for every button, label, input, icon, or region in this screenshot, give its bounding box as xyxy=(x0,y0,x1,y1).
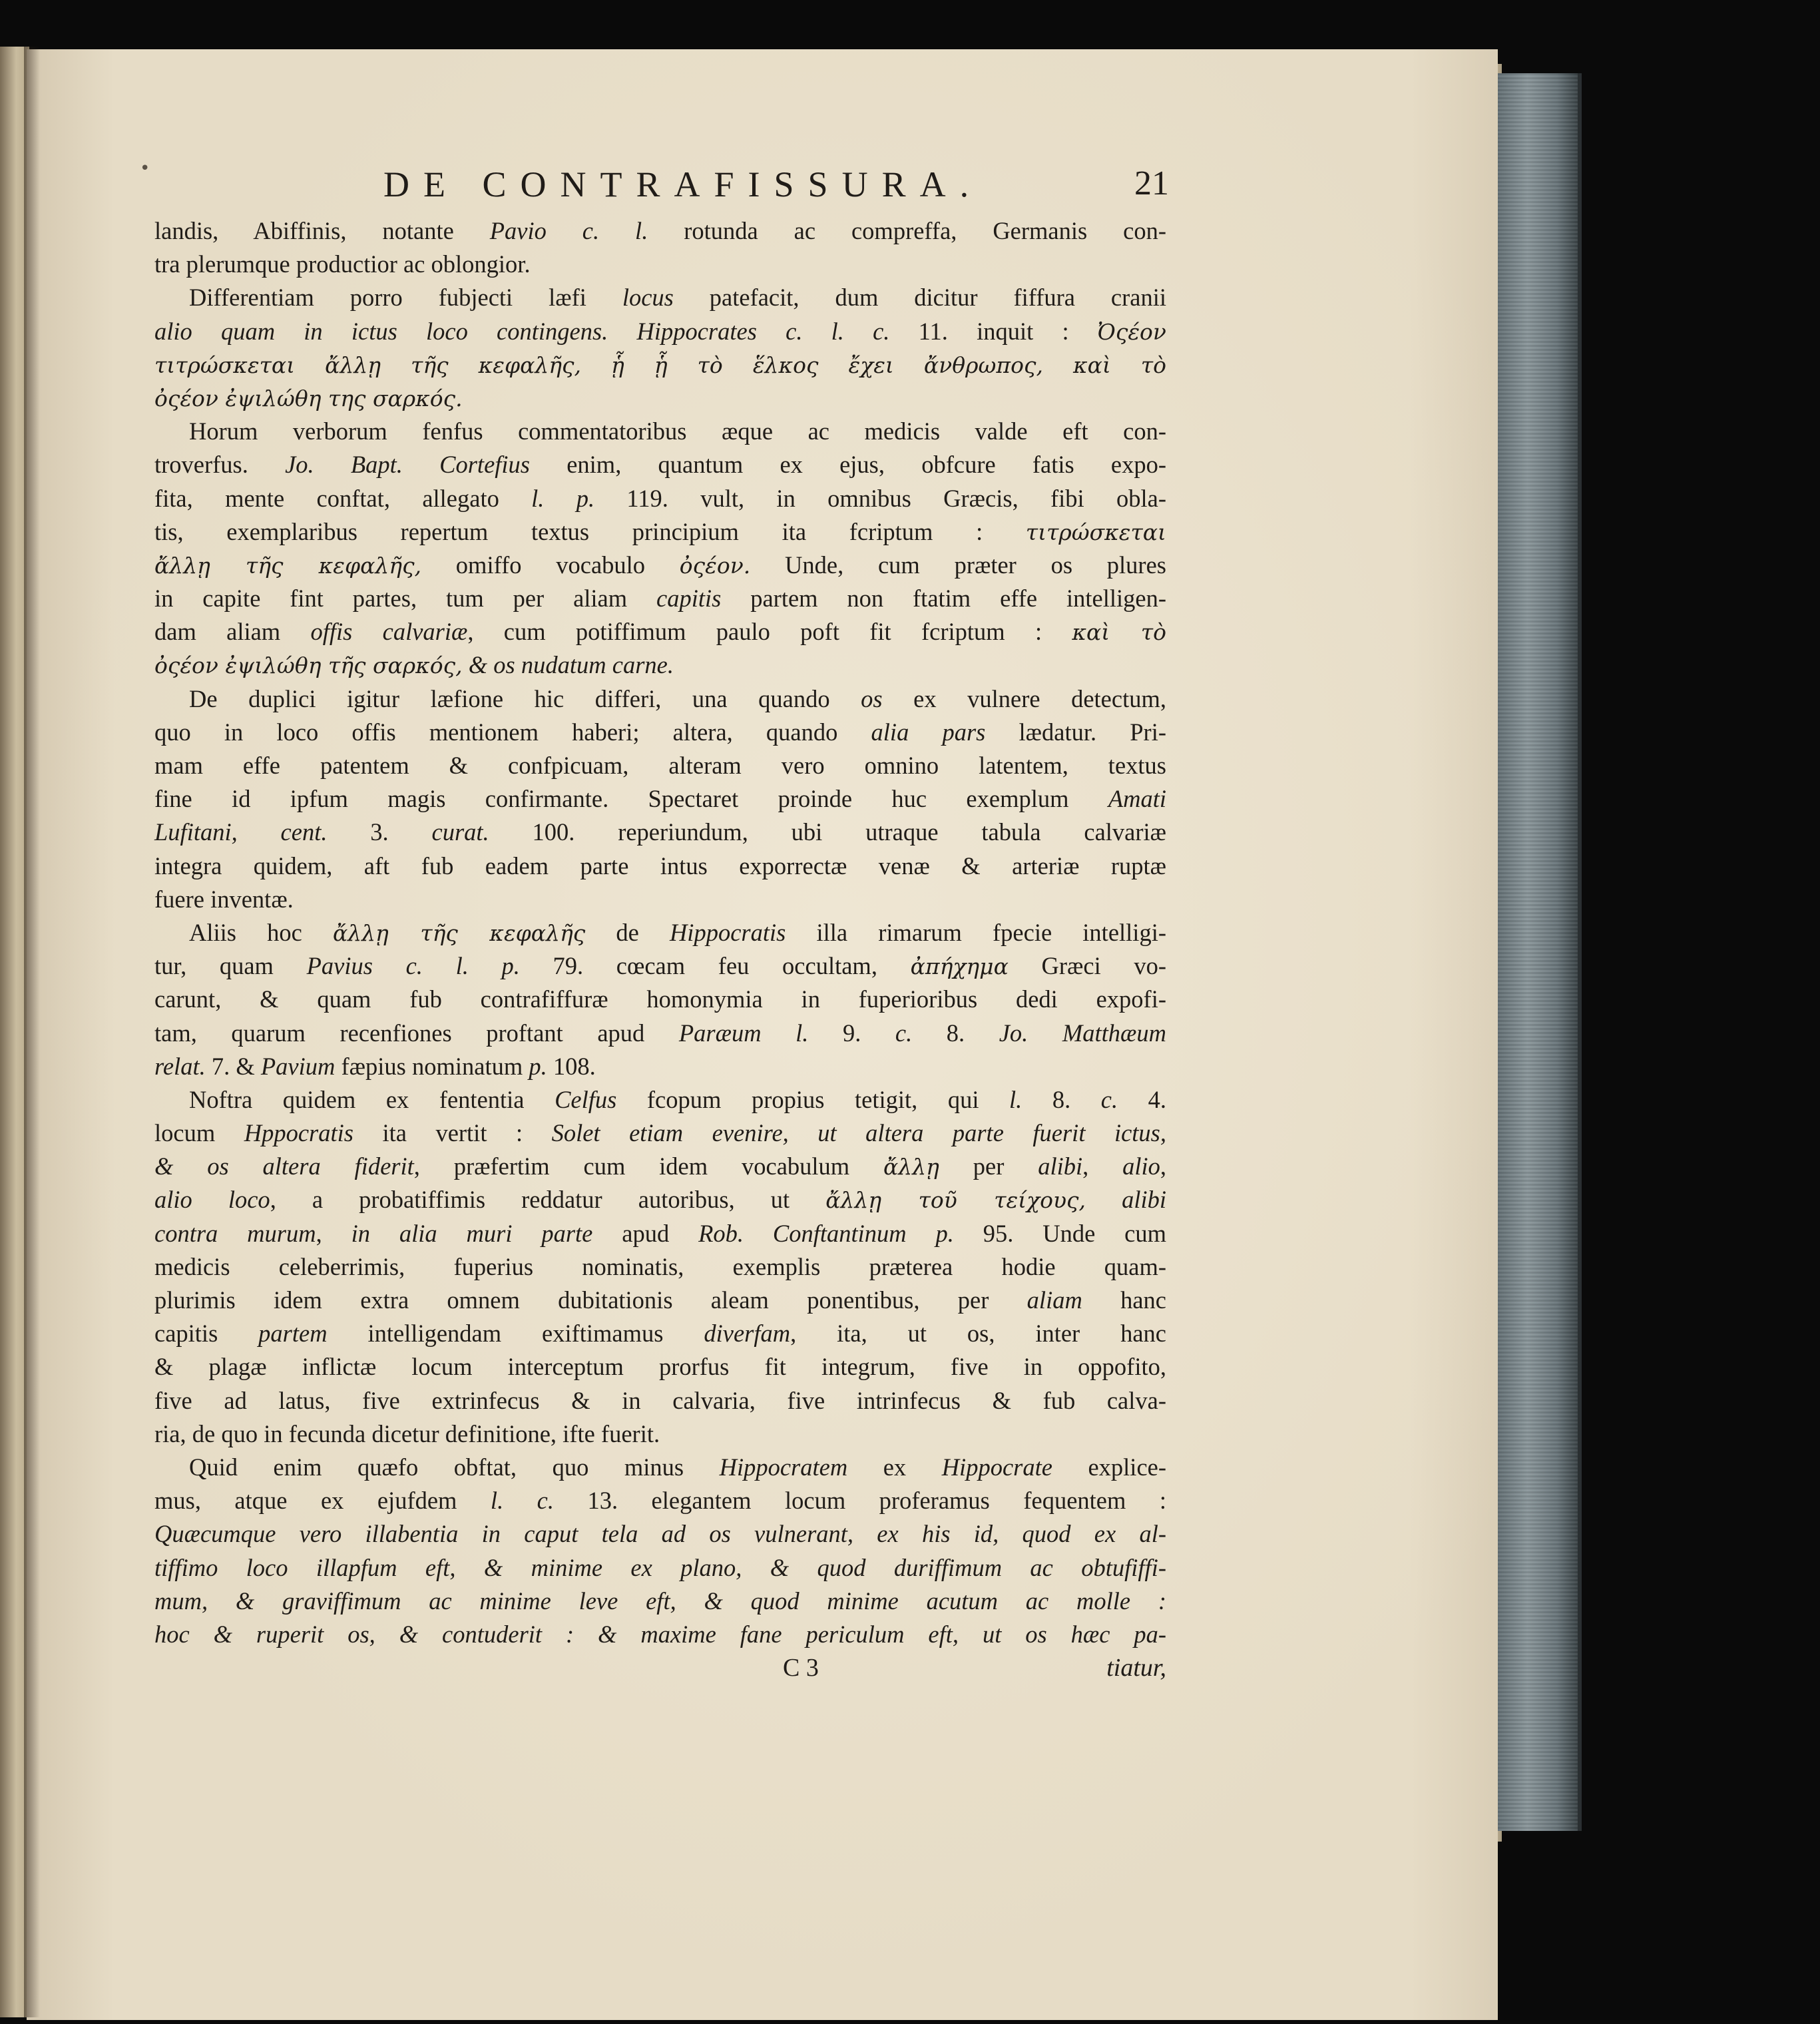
book-cover-board xyxy=(1494,73,1582,1831)
text-run: five ad latus, five extrinfecus & in calvaria, five intrinfecus & fub calva- xyxy=(154,1386,1166,1414)
text-run: fcopum propius tetigit, qui xyxy=(616,1085,1010,1113)
text-line xyxy=(154,582,1166,615)
text-line xyxy=(154,983,1166,1016)
greek-text: Ὀςέον xyxy=(1097,318,1166,345)
text-run: Differentiam porro fubjecti læfi xyxy=(189,284,622,312)
text-run: Unde, cum præter os plures xyxy=(750,551,1166,579)
italic-text: c. xyxy=(895,1019,913,1047)
text-line xyxy=(154,214,1166,248)
greek-text: καὶ τὸ xyxy=(1072,619,1167,646)
italic-text: Paræum l. xyxy=(678,1019,809,1047)
text-run: enim, quantum ex ejus, obfcure fatis expo- xyxy=(530,451,1167,479)
italic-text: Pavio c. l. xyxy=(489,217,648,244)
text-run: Græci vo- xyxy=(1008,952,1167,980)
text-run: tam, quarum recenfiones proftant apud xyxy=(154,1019,679,1047)
greek-text: τιτρώσκεται ἄλλῃ τῆς κεφαλῆς, ᾗ ᾗ τὸ ἕλκος ἔχει ἄνθρωπος, καὶ τὸ xyxy=(154,352,1166,378)
italic-text: & os altera fiderit xyxy=(154,1152,414,1180)
greek-text: ἄλλῃ xyxy=(883,1154,939,1180)
italic-text: alio loco xyxy=(154,1186,270,1214)
italic-text: capitis xyxy=(656,585,722,613)
italic-text: Quæcumque vero illabentia in caput tela ad os vulnerant, ex his id, quod ex al- xyxy=(154,1520,1166,1548)
italic-text: alia pars xyxy=(871,718,986,746)
greek-text: ἀπήχημα xyxy=(910,953,1009,980)
text-run: integra quidem, aft fub eadem parte intus exporrectæ venæ & arteriæ ruptæ xyxy=(154,852,1166,880)
italic-text: Hippocratem xyxy=(719,1453,848,1481)
italic-text: contra murum xyxy=(154,1219,316,1247)
text-line xyxy=(154,1150,1166,1183)
italic-text: alio xyxy=(1122,1152,1160,1180)
text-line xyxy=(154,1250,1166,1284)
text-run: , cum potiffimum paulo poft fit fcriptum : xyxy=(467,618,1072,646)
text-line xyxy=(154,1417,1166,1451)
italic-text: relat. xyxy=(154,1052,206,1080)
text-run: illa rimarum fpecie intelligi- xyxy=(786,918,1166,946)
text-line xyxy=(154,1284,1166,1317)
italic-text: partem xyxy=(258,1320,328,1348)
text-line xyxy=(154,1350,1166,1384)
italic-text: Celfus xyxy=(555,1085,617,1113)
text-run: apud xyxy=(592,1219,699,1247)
text-line xyxy=(154,615,1166,648)
text-run: , ita, ut os, inter hanc xyxy=(790,1320,1166,1348)
text-run: in capite fint partes, tum per aliam xyxy=(154,585,657,613)
italic-text: locus xyxy=(622,284,674,312)
text-run: rotunda ac compreffa, Germanis con- xyxy=(648,217,1166,244)
italic-text: l. p. xyxy=(531,484,595,512)
text-line xyxy=(154,1317,1166,1350)
italic-text: diverfam xyxy=(704,1320,791,1348)
italic-text: Pavium xyxy=(260,1052,336,1080)
text-line xyxy=(154,850,1166,883)
text-run: plurimis idem extra omnem dubitationis aleam ponentibus, per xyxy=(154,1286,1027,1314)
greek-text: ἄλλῃ τοῦ τείχους, xyxy=(825,1187,1086,1214)
text-run: per xyxy=(939,1152,1038,1180)
text-run: , xyxy=(1082,1152,1123,1180)
italic-text: Lufitani, cent. xyxy=(154,818,328,846)
text-run: tis, exemplaribus repertum textus principium ita fcriptum : xyxy=(154,517,1026,545)
greek-text: ὀςέον ἐψιλώθη τῆς σαρκός, xyxy=(154,652,463,679)
text-run: 11. inquit : xyxy=(889,317,1098,345)
text-run: 100. reperiundum, ubi utraque tabula calvariæ xyxy=(489,818,1167,846)
text-line xyxy=(154,1551,1166,1585)
text-run: , a probatiffimis reddatur autoribus, ut xyxy=(270,1186,826,1214)
text-run: ita vertit : xyxy=(353,1119,552,1147)
text-line xyxy=(154,749,1166,782)
page-footer xyxy=(154,1651,1166,1684)
text-line xyxy=(154,716,1166,749)
page-header xyxy=(154,149,1169,214)
italic-text: in alia muri parte xyxy=(351,1219,593,1247)
text-line xyxy=(154,1183,1166,1216)
gutter-shadow xyxy=(24,47,40,2017)
text-line xyxy=(154,482,1166,515)
text-run: intelligendam exiftimamus xyxy=(327,1320,704,1348)
text-line xyxy=(154,1451,1166,1484)
text-line xyxy=(154,1117,1166,1150)
text-run: 7. & xyxy=(205,1052,261,1080)
text-run: 8. xyxy=(1022,1085,1101,1113)
text-run: Noftra quidem ex fententia xyxy=(189,1085,555,1113)
italic-text: curat. xyxy=(431,818,489,846)
text-run: carunt, & quam fub contrafiffuræ homonymia in fuperioribus dedi expofi- xyxy=(154,985,1166,1013)
text-run: fuere inventæ. xyxy=(154,885,294,913)
italic-text: tiffimo loco illapfum eft, & minime ex plano, & quod duriffimum ac obtufiffi- xyxy=(154,1553,1166,1581)
italic-text: Pavius c. l. p. xyxy=(306,952,520,980)
text-run: Horum verborum fenfus commentatoribus æque ac medicis valde eft con- xyxy=(189,417,1166,445)
italic-text: Hippocrate xyxy=(941,1453,1052,1481)
greek-text: ἄλλῃ τῆς κεφαλῆς, xyxy=(154,552,422,579)
page-speck: • xyxy=(140,158,150,178)
italic-text: os xyxy=(861,684,883,712)
italic-text: Jo. Bapt. Cortefius xyxy=(285,451,531,479)
text-run: 79. cœcam feu occultam, xyxy=(519,952,911,980)
text-run: de xyxy=(585,918,670,946)
text-run: fita, mente conftat, allegato xyxy=(154,484,532,512)
text-run: 108. xyxy=(547,1052,596,1080)
greek-text: τιτρώσκεται xyxy=(1025,519,1166,545)
text-run: fæpius nominatum xyxy=(335,1052,529,1080)
text-line xyxy=(154,1618,1166,1651)
text-run: 4. xyxy=(1118,1085,1167,1113)
text-line xyxy=(154,682,1166,716)
text-line xyxy=(154,415,1166,448)
text-line xyxy=(154,883,1166,916)
running-head: DE CONTRAFISSURA. xyxy=(383,164,983,204)
text-run: ria, de quo in fecunda dicetur definitione, ifte fuerit. xyxy=(154,1419,660,1447)
text-line xyxy=(154,281,1166,314)
text-run: , præfertim cum idem vocabulum xyxy=(413,1152,884,1180)
text-line xyxy=(154,1517,1166,1551)
text-run: 9. xyxy=(808,1019,895,1047)
text-run: tra plerumque productior ac oblongior. xyxy=(154,250,531,278)
text-run: , xyxy=(316,1219,351,1247)
text-run: medicis celeberrimis, fuperius nominatis, exemplis præterea hodie quam- xyxy=(154,1252,1166,1280)
text-line xyxy=(154,816,1166,849)
text-line xyxy=(154,381,1166,415)
italic-text: offis calvariæ xyxy=(310,618,468,646)
page-number: 21 xyxy=(1134,164,1169,202)
text-run: ex vulnere detectum, xyxy=(882,684,1166,712)
italic-text: c. xyxy=(1100,1085,1118,1113)
signature-mark: C 3 xyxy=(783,1654,819,1682)
text-run: 13. elegantem locum proferamus fequentem : xyxy=(553,1487,1166,1515)
italic-text: mum, & graviffimum ac minime leve eft, & quod minime acutum ac molle : xyxy=(154,1587,1166,1615)
text-line xyxy=(154,1585,1166,1618)
text-line xyxy=(154,916,1166,949)
text-line xyxy=(154,949,1166,983)
text-line xyxy=(154,782,1166,816)
text-line xyxy=(154,1384,1166,1417)
greek-text: ὀςέον. xyxy=(679,552,751,579)
text-run: lædatur. Pri- xyxy=(985,718,1166,746)
text-run: hanc xyxy=(1082,1286,1166,1314)
text-line xyxy=(154,648,1166,682)
italic-text: & os nudatum carne. xyxy=(462,651,674,679)
text-line xyxy=(154,1484,1166,1517)
text-run: 8. xyxy=(912,1019,999,1047)
text-run: partem non ftatim effe intelligen- xyxy=(721,585,1166,613)
text-run: Aliis hoc xyxy=(189,918,333,946)
italic-text: p. xyxy=(529,1052,547,1080)
text-run: quo in loco offis mentionem haberi; altera, quando xyxy=(154,718,871,746)
text-run: omiffo vocabulo xyxy=(421,551,680,579)
text-run: ex xyxy=(847,1453,942,1481)
italic-text: alio quam in ictus loco contingens. Hippocrates c. l. c. xyxy=(154,317,890,345)
text-run: 119. vult, in omnibus Græcis, fibi obla- xyxy=(594,484,1166,512)
italic-text: Hippocratis xyxy=(669,918,786,946)
text-line xyxy=(154,448,1166,481)
text-run: 95. Unde cum xyxy=(953,1219,1167,1247)
text-run: troverfus. xyxy=(154,451,286,479)
italic-text: alibi xyxy=(1038,1152,1083,1180)
text-line xyxy=(154,1083,1166,1117)
text-run: Quid enim quæfo obftat, quo minus xyxy=(189,1453,720,1481)
italic-text: aliam xyxy=(1026,1286,1082,1314)
text-run: dam aliam xyxy=(154,618,311,646)
text-line xyxy=(154,1050,1166,1083)
italic-text: Amati xyxy=(1108,785,1166,813)
body-text xyxy=(154,214,1166,1651)
text-run: tur, quam xyxy=(154,952,307,980)
text-line xyxy=(154,1217,1166,1250)
text-line xyxy=(154,515,1166,549)
italic-text: Jo. Matthæum xyxy=(999,1019,1166,1047)
text-run: patefacit, dum dicitur fiffura cranii xyxy=(673,284,1166,312)
text-run: , xyxy=(1160,1152,1167,1180)
text-run: 3. xyxy=(327,818,432,846)
text-line xyxy=(154,1017,1166,1050)
italic-text: Solet etiam evenire, ut altera parte fuerit ictus, xyxy=(551,1119,1167,1147)
text-line xyxy=(154,315,1166,348)
text-line xyxy=(154,348,1166,381)
italic-text: alibi xyxy=(1122,1186,1166,1214)
text-run: locum xyxy=(154,1119,244,1147)
text-run: capitis xyxy=(154,1320,259,1348)
italic-text: Hppocratis xyxy=(244,1119,353,1147)
greek-text: ἄλλῃ τῆς κεφαλῆς xyxy=(332,919,586,946)
text-line xyxy=(154,248,1166,281)
text-line xyxy=(154,549,1166,582)
italic-text: Rob. Conftantinum p. xyxy=(698,1219,954,1247)
text-run: mam effe patentem & confpicuam, alteram vero omnino latentem, textus xyxy=(154,752,1166,779)
text-run: explice- xyxy=(1052,1453,1167,1481)
italic-text: l. c. xyxy=(490,1487,554,1515)
text-run: landis, Abiffinis, notante xyxy=(154,217,490,244)
page-text-block xyxy=(154,149,1169,1684)
text-run xyxy=(1086,1186,1122,1213)
catchword: tiatur, xyxy=(1106,1654,1166,1682)
text-run: mus, atque ex ejufdem xyxy=(154,1487,491,1515)
greek-text: ὀςέον ἐψιλώθη της σαρκός. xyxy=(154,385,463,411)
italic-text: l. xyxy=(1009,1085,1023,1113)
text-run: De duplici igitur læfione hic differi, una quando xyxy=(189,684,861,712)
text-run: fine id ipfum magis confirmante. Spectaret proinde huc exemplum xyxy=(154,785,1108,813)
text-run: & plagæ inflictæ locum interceptum prorfus fit integrum, five in oppofito, xyxy=(154,1353,1166,1381)
italic-text: hoc & ruperit os, & contuderit : & maxime fane periculum eft, ut os hæc pa- xyxy=(154,1620,1166,1648)
